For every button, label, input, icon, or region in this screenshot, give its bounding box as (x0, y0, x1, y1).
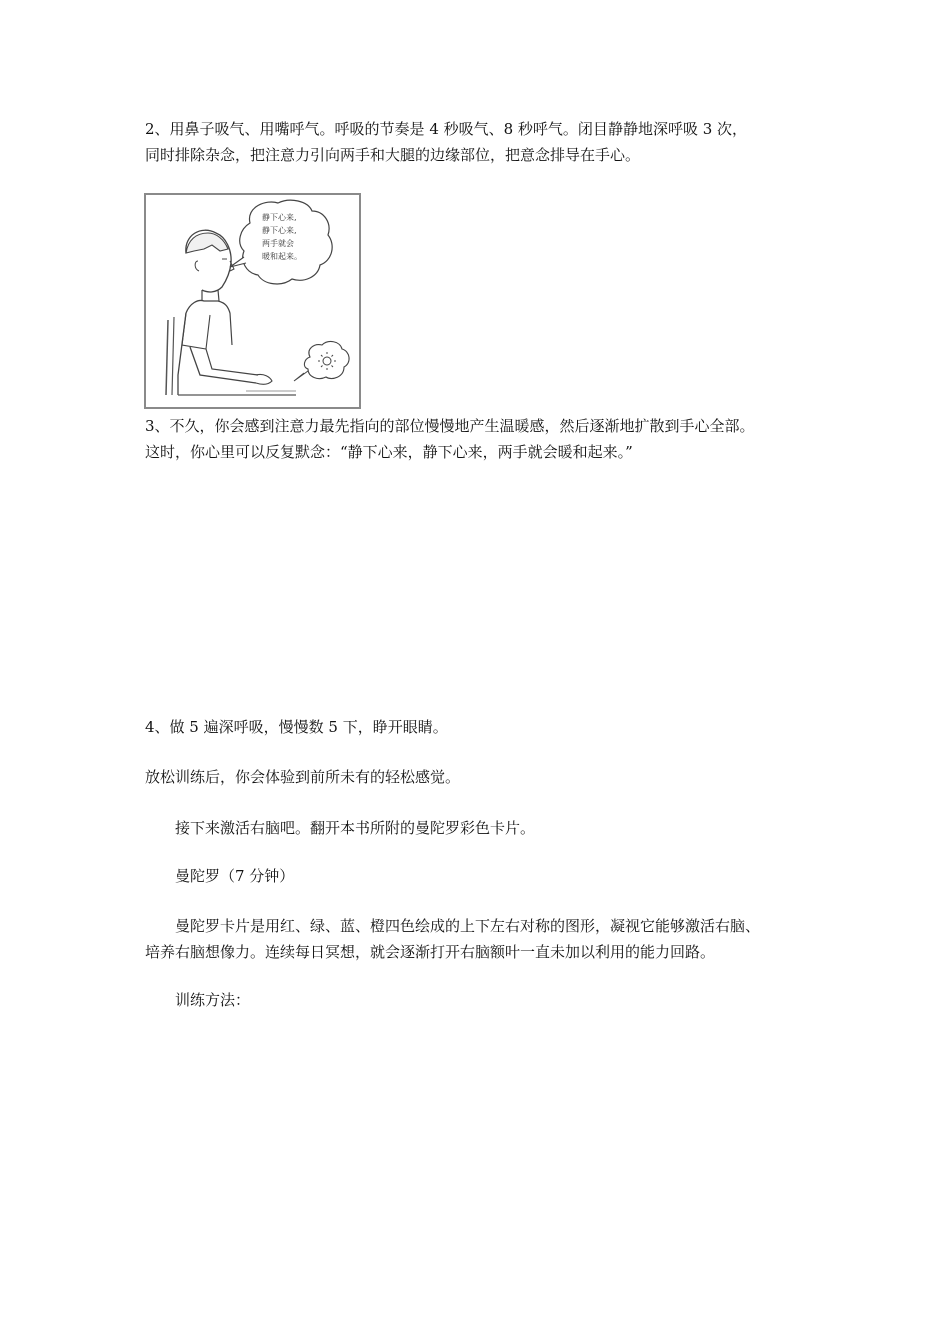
step-2-paragraph (145, 116, 815, 168)
mandala-heading: 曼陀罗（7 分钟） (175, 867, 295, 885)
thought-line-4: 暖和起来。 (262, 252, 302, 261)
step-3-paragraph (145, 413, 815, 465)
meditation-illustration (144, 193, 361, 409)
step-3-line-1: 3、不久，你会感到注意力最先指向的部位慢慢地产生温暖感，然后逐渐地扩散到手心全部。 (145, 417, 755, 435)
seated-person-drawing (146, 195, 359, 407)
training-method-heading: 训练方法： (175, 991, 251, 1009)
step-4-paragraph: 4、做 5 遍深呼吸，慢慢数 5 下，睁开眼睛。 (145, 718, 448, 736)
mandala-description-paragraph (145, 913, 815, 965)
thought-line-3: 两手就会 (262, 239, 294, 248)
mandala-line-1: 曼陀罗卡片是用红、绿、蓝、橙四色绘成的上下左右对称的图形，凝视它能够激活右脑、 (175, 917, 761, 935)
thought-line-2: 静下心来, (262, 226, 297, 235)
mandala-line-2: 培养右脑想像力。连续每日冥想，就会逐渐打开右脑额叶一直未加以利用的能力回路。 (145, 943, 716, 961)
step-2-line-1: 2、用鼻子吸气、用嘴呼气。呼吸的节奏是 4 秒吸气、8 秒呼气。闭目静静地深呼吸 3 次， (145, 120, 748, 138)
thought-line-1: 静下心来, (262, 213, 297, 222)
next-step-paragraph: 接下来激活右脑吧。翻开本书所附的曼陀罗彩色卡片。 (175, 819, 536, 837)
step-2-line-2: 同时排除杂念，把注意力引向两手和大腿的边缘部位，把意念排导在手心。 (145, 146, 641, 164)
after-relaxation-paragraph: 放松训练后，你会体验到前所未有的轻松感觉。 (145, 768, 461, 786)
step-3-line-2: 这时，你心里可以反复默念：“静下心来，静下心来，两手就会暖和起来。” (145, 443, 633, 461)
